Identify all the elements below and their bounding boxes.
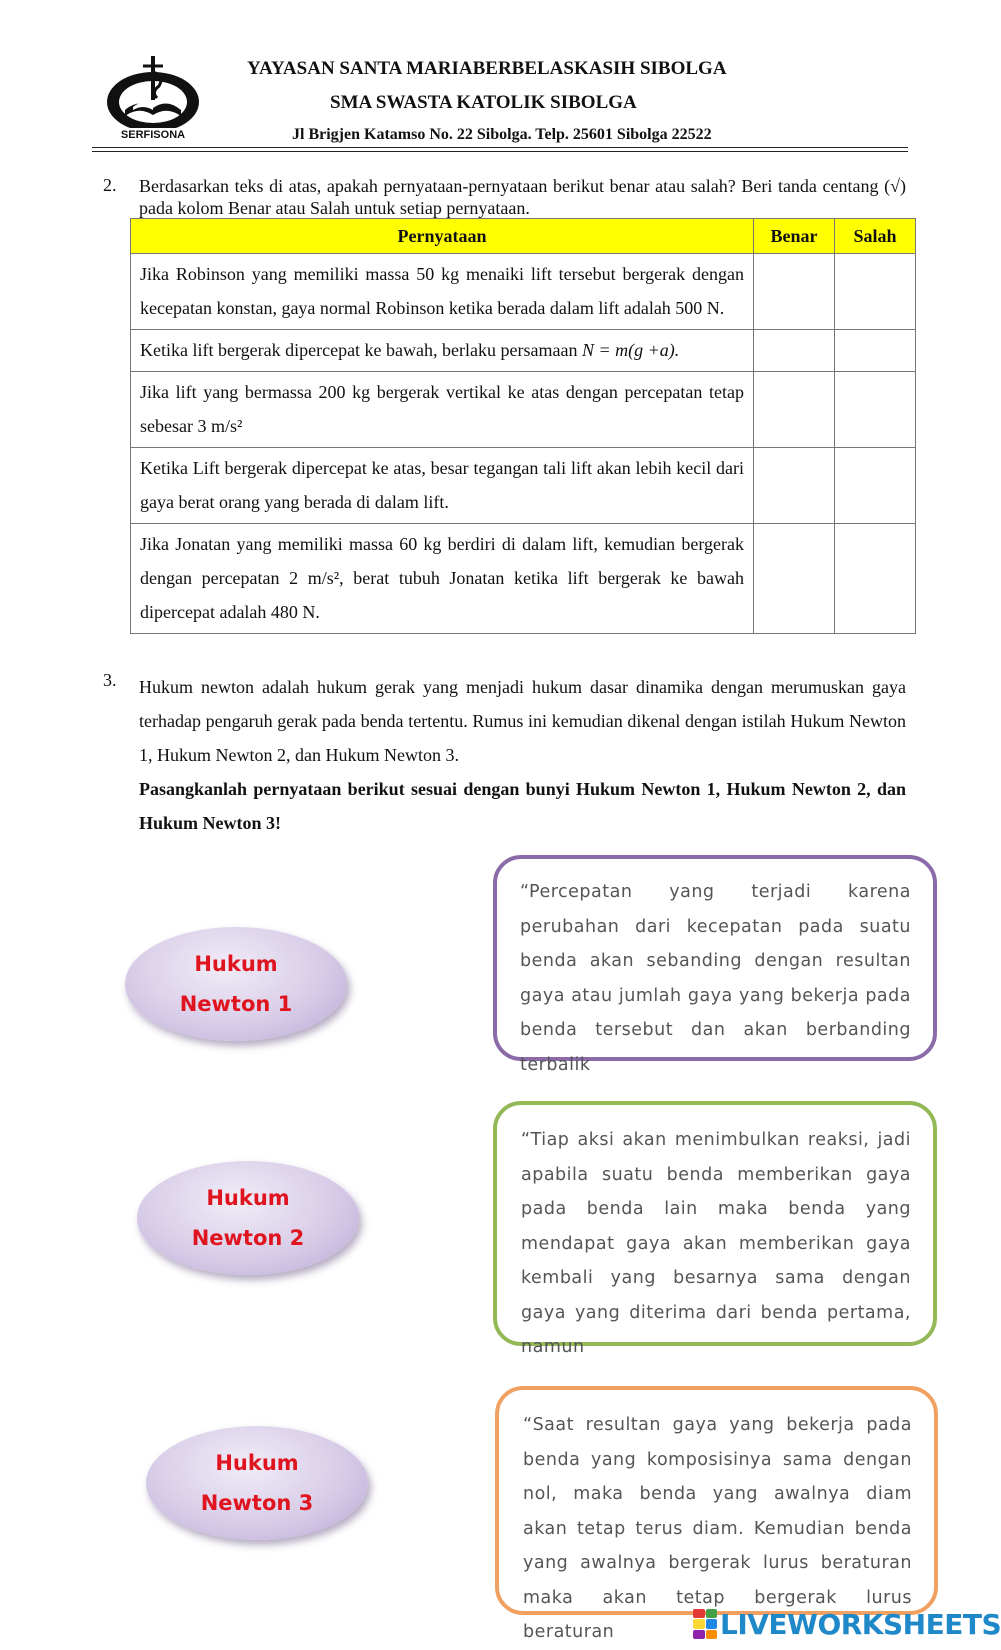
law-label — [180, 944, 293, 1024]
law-label-line2: Newton 1 — [179, 992, 293, 1016]
law-label-line2: Newton 2 — [191, 1226, 305, 1250]
table-row — [131, 330, 916, 372]
benar-checkbox-cell[interactable] — [754, 448, 835, 524]
benar-checkbox-cell[interactable] — [754, 254, 835, 330]
liveworksheets-icon — [693, 1609, 717, 1639]
benar-checkbox-cell[interactable] — [754, 524, 835, 634]
table-row — [131, 448, 916, 524]
header-foundation-name: YAYASAN SANTA MARIABERBELASKASIH SIBOLGA — [247, 58, 727, 79]
hukum-newton-2-oval[interactable] — [137, 1161, 359, 1275]
table-row — [131, 372, 916, 448]
statement-box-text: “Percepatan yang terjadi karena perubahan dari kecepatan pada suatu benda akan sebanding dengan resultan gaya atau jumlah gaya yang bekerja pada benda tersebut dan akan berbanding terbalik — [520, 882, 911, 1075]
question-2-text: Berdasarkan teks di atas, apakah pernyataan-pernyataan berikut benar atau salah? Beri tanda centang (√) pada kolom Benar atau Salah untuk setiap pernyataan. — [139, 176, 906, 218]
question-3-instruction: Pasangkanlah pernyataan berikut sesuai dengan bunyi Hukum Newton 1, Hukum Newton 2, dan Hukum Newton 3! — [139, 779, 906, 833]
statement-box-2[interactable] — [493, 1101, 937, 1357]
salah-checkbox-cell[interactable] — [835, 254, 916, 330]
statement-cell: Jika Jonatan yang memiliki massa 60 kg berdiri di dalam lift, kemudian bergerak dengan percepatan 2 m/s², berat tubuh Jonatan ketika lift bergerak ke bawah dipercepat adalah 480 N. — [131, 524, 754, 634]
benar-checkbox-cell[interactable] — [754, 330, 835, 372]
benar-checkbox-cell[interactable] — [754, 372, 835, 448]
law-label-line1: Hukum — [215, 1451, 299, 1475]
law-label-line1: Hukum — [206, 1186, 290, 1210]
salah-checkbox-cell[interactable] — [835, 524, 916, 634]
statement-cell: Jika Robinson yang memiliki massa 50 kg menaiki lift tersebut bergerak dengan kecepatan konstan, gaya normal Robinson ketika berada dalam lift adalah 500 N. — [131, 254, 754, 330]
hukum-newton-1-oval[interactable] — [125, 927, 347, 1041]
law-label — [192, 1178, 305, 1258]
question-3-text: Hukum newton adalah hukum gerak yang menjadi hukum dasar dinamika dengan merumuskan gaya terhadap pengaruh gerak pada benda tertentu. Rumus ini kemudian dikenal dengan istilah Hukum Newton 1, Hukum Newton 2, dan Hukum Newton 3. — [139, 677, 906, 765]
header-address: Jl Brigjen Katamso No. 22 Sibolga. Telp. 25601 Sibolga 22522 — [292, 126, 712, 143]
statement-box-1[interactable] — [493, 855, 937, 1075]
statement-box-text: “Saat resultan gaya yang bekerja pada benda yang komposisinya sama dengan nol, maka benda yang awalnya diam akan tetap terus diam. Kemudian benda yang awalnya bergerak lurus beraturan maka akan tetap bergerak lurus beraturan — [523, 1415, 912, 1642]
header-school-name: SMA SWASTA KATOLIK SIBOLGA — [330, 92, 637, 113]
statement-box-text: “Tiap aksi akan menimbulkan reaksi, jadi apabila suatu benda memberikan gaya pada benda lain maka benda yang mendapat gaya akan memberikan gaya kembali yang besarnya sama dengan gaya yang diterima dari benda pertama, namun — [521, 1130, 911, 1357]
law-label-line2: Newton 3 — [200, 1491, 314, 1515]
statement-equation: N = m(g +a). — [581, 340, 680, 360]
header-divider-thin — [92, 151, 908, 152]
statement-text: Ketika lift bergerak dipercepat ke bawah, berlaku persamaan — [140, 340, 582, 360]
table-row — [131, 254, 916, 330]
statement-cell — [131, 330, 754, 372]
salah-checkbox-cell[interactable] — [835, 330, 916, 372]
liveworksheets-watermark — [693, 1606, 1001, 1642]
table-header-row — [131, 219, 916, 254]
question-2-number: 2. — [103, 175, 117, 195]
salah-checkbox-cell[interactable] — [835, 448, 916, 524]
hukum-newton-3-oval[interactable] — [146, 1426, 368, 1540]
true-false-table — [130, 218, 916, 634]
school-logo — [103, 52, 203, 142]
law-label — [201, 1443, 314, 1523]
question-3-number: 3. — [103, 670, 117, 690]
law-label-line1: Hukum — [194, 952, 278, 976]
table-row — [131, 524, 916, 634]
watermark-text: LIVEWORKSHEETS — [720, 1607, 1001, 1641]
salah-checkbox-cell[interactable] — [835, 372, 916, 448]
header-statement: Pernyataan — [131, 219, 754, 254]
statement-cell: Ketika Lift bergerak dipercepat ke atas, besar tegangan tali lift akan lebih kecil dari gaya berat orang yang berada di dalam lift. — [131, 448, 754, 524]
header-divider — [92, 147, 908, 148]
header-benar: Benar — [754, 219, 835, 254]
logo-text: SERFISONA — [120, 129, 186, 141]
header-salah: Salah — [835, 219, 916, 254]
statement-cell: Jika lift yang bermassa 200 kg bergerak vertikal ke atas dengan percepatan tetap sebesar 3 m/s² — [131, 372, 754, 448]
